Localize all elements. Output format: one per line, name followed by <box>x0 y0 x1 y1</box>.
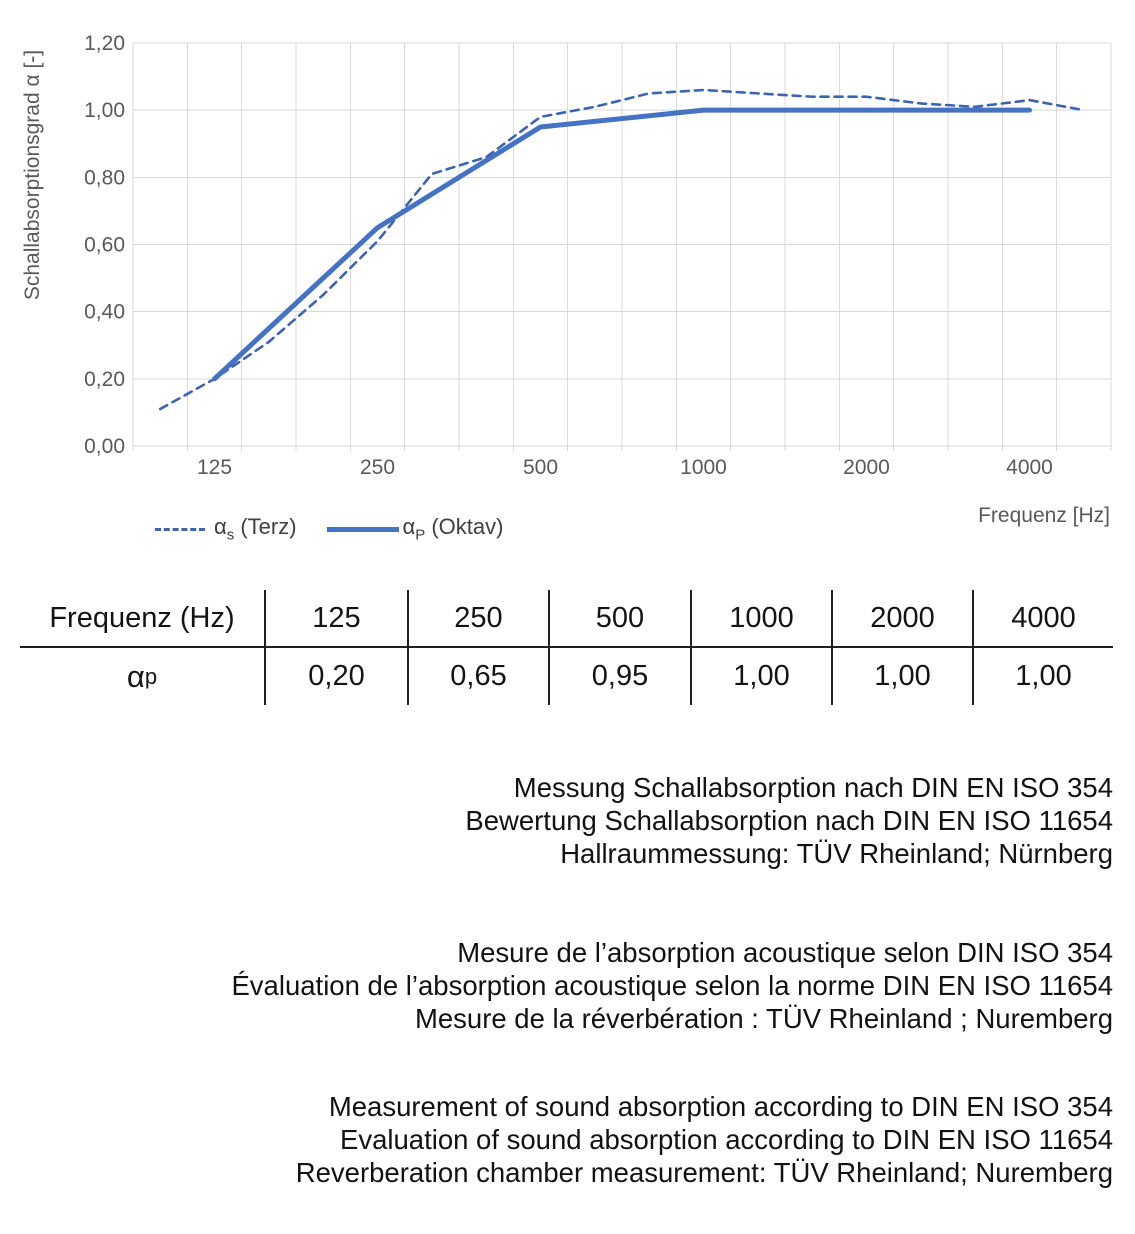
y-tick-label: 0,80 <box>84 166 125 190</box>
note-german-line-2: Bewertung Schallabsorption nach DIN EN ISO 11654 <box>465 805 1113 836</box>
chart-legend <box>155 516 503 542</box>
table-header-1000: 1000 <box>692 590 833 648</box>
legend-item-terz <box>155 514 297 543</box>
note-french-line-1: Mesure de l’absorption acoustique selon DIN ISO 354 <box>457 937 1113 968</box>
table-value-500: 0,95 <box>550 648 692 705</box>
note-german <box>465 771 1113 870</box>
legend-label-terz: $\alpha_s$ (Terz) <box>214 514 297 544</box>
x-axis-title: Frequenz [Hz] <box>978 504 1110 527</box>
absorption-line-chart <box>0 0 1135 560</box>
note-english-line-1: Measurement of sound absorption according to DIN EN ISO 354 <box>328 1091 1113 1122</box>
solid-line-sample <box>327 527 399 532</box>
table-header-4000: 4000 <box>974 590 1113 648</box>
table-header-2000: 2000 <box>833 590 974 648</box>
table-header-125: 125 <box>266 590 409 648</box>
x-tick-label: 500 <box>522 456 559 479</box>
dashed-line-sample <box>155 528 205 531</box>
x-tick-label: 2000 <box>843 456 890 479</box>
table-row-label-alpha-p: α p <box>20 648 266 705</box>
table-value-1000: 1,00 <box>692 648 833 705</box>
x-tick-label: 1000 <box>680 456 727 479</box>
y-tick-label: 1,20 <box>84 32 125 55</box>
y-tick-label: 0,00 <box>84 435 125 458</box>
table-header-250: 250 <box>409 590 550 648</box>
absorption-table <box>20 590 1113 705</box>
note-french-line-2: Évaluation de l’absorption acoustique selon la norme DIN EN ISO 11654 <box>231 970 1113 1001</box>
y-tick-label: 0,40 <box>84 300 125 324</box>
table-header-500: 500 <box>550 590 692 648</box>
y-tick-label: 0,60 <box>84 233 125 257</box>
note-french <box>231 936 1113 1035</box>
y-tick-label: 1,00 <box>84 99 125 123</box>
note-english-line-3: Reverberation chamber measurement: TÜV Rheinland; Nuremberg <box>295 1157 1113 1188</box>
table-value-4000: 1,00 <box>1015 660 1072 692</box>
table-value-125: 0,20 <box>266 648 409 705</box>
table-header-frequency: Frequenz (Hz) <box>20 590 266 648</box>
legend-label-oktav: $\alpha_P$ (Oktav) <box>402 514 504 544</box>
x-tick-label: 125 <box>196 456 233 479</box>
note-english-line-2: Evaluation of sound absorption according to DIN EN ISO 11654 <box>339 1124 1113 1155</box>
y-tick-label: 0,20 <box>84 367 125 391</box>
x-tick-label: 250 <box>359 456 396 479</box>
table-value-2000: 1,00 <box>833 648 974 705</box>
note-german-line-3: Hallraummessung: TÜV Rheinland; Nürnberg <box>560 838 1113 869</box>
note-english <box>296 1090 1113 1189</box>
note-german-line-1: Messung Schallabsorption nach DIN EN ISO 354 <box>513 772 1113 803</box>
legend-item-oktav <box>327 514 504 543</box>
note-french-line-3: Mesure de la réverbération : TÜV Rheinland ; Nuremberg <box>414 1003 1113 1034</box>
table-value-250: 0,65 <box>409 648 550 705</box>
x-tick-label: 4000 <box>1006 456 1053 479</box>
y-axis-title: Schallabsorptionsgrad α [-] <box>21 49 44 301</box>
